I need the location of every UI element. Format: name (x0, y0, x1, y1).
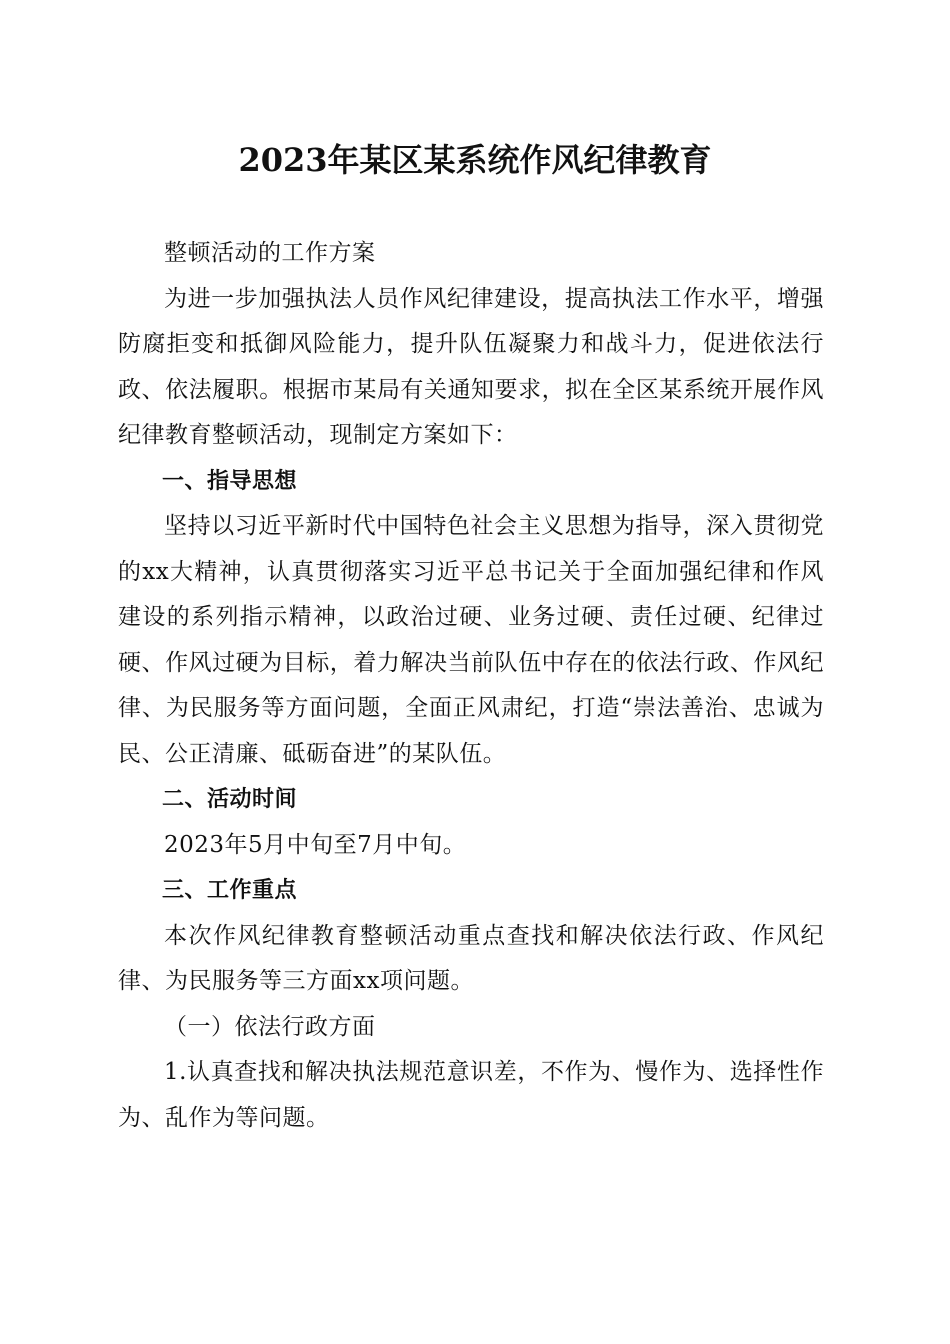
section-heading-activity-time: 二、活动时间 (162, 787, 298, 812)
document-title: 2023年某区某系统作风纪律教育 (238, 141, 712, 179)
section-heading-work-focus: 三、工作重点 (162, 878, 298, 903)
paragraph-subtitle: 整顿活动的工作方案 (164, 240, 376, 266)
paragraph-activity-time: 2023年5月中旬至7月中旬。 (164, 831, 467, 858)
document-body (118, 231, 824, 1141)
subsection-heading-administration: （一）依法行政方面 (164, 1013, 376, 1040)
paragraph-item-1: 1.认真查找和解决执法规范意识差，不作为、慢作为、选择性作为、乱作为等问题。 (118, 1059, 824, 1131)
paragraph-guiding-ideology: 坚持以习近平新时代中国特色社会主义思想为指导，深入贯彻党的xx大精神，认真贯彻落实习近平总书记关于全面加强纪律和作风建设的系列指示精神，以政治过硬、业务过硬、责任过硬、纪律过硬、作风过硬为目标，着力解决当前队伍中存在的依法行政、作风纪律、为民服务等方面问题，全面正风肃纪，打造“崇法善治、忠诚为民、公正清廉、砥砺奋进”的某队伍。 (118, 513, 824, 767)
section-heading-guiding-ideology: 一、指导思想 (162, 468, 298, 494)
paragraph-intro: 为进一步加强执法人员作风纪律建设，提高执法工作水平，增强防腐拒变和抵御风险能力，提升队伍凝聚力和战斗力，促进依法行政、依法履职。根据市某局有关通知要求，拟在全区某系统开展作风纪律教育整顿活动，现制定方案如下： (118, 285, 824, 448)
paragraph-work-focus: 本次作风纪律教育整顿活动重点查找和解决依法行政、作风纪律、为民服务等三方面xx项问题。 (118, 922, 824, 994)
